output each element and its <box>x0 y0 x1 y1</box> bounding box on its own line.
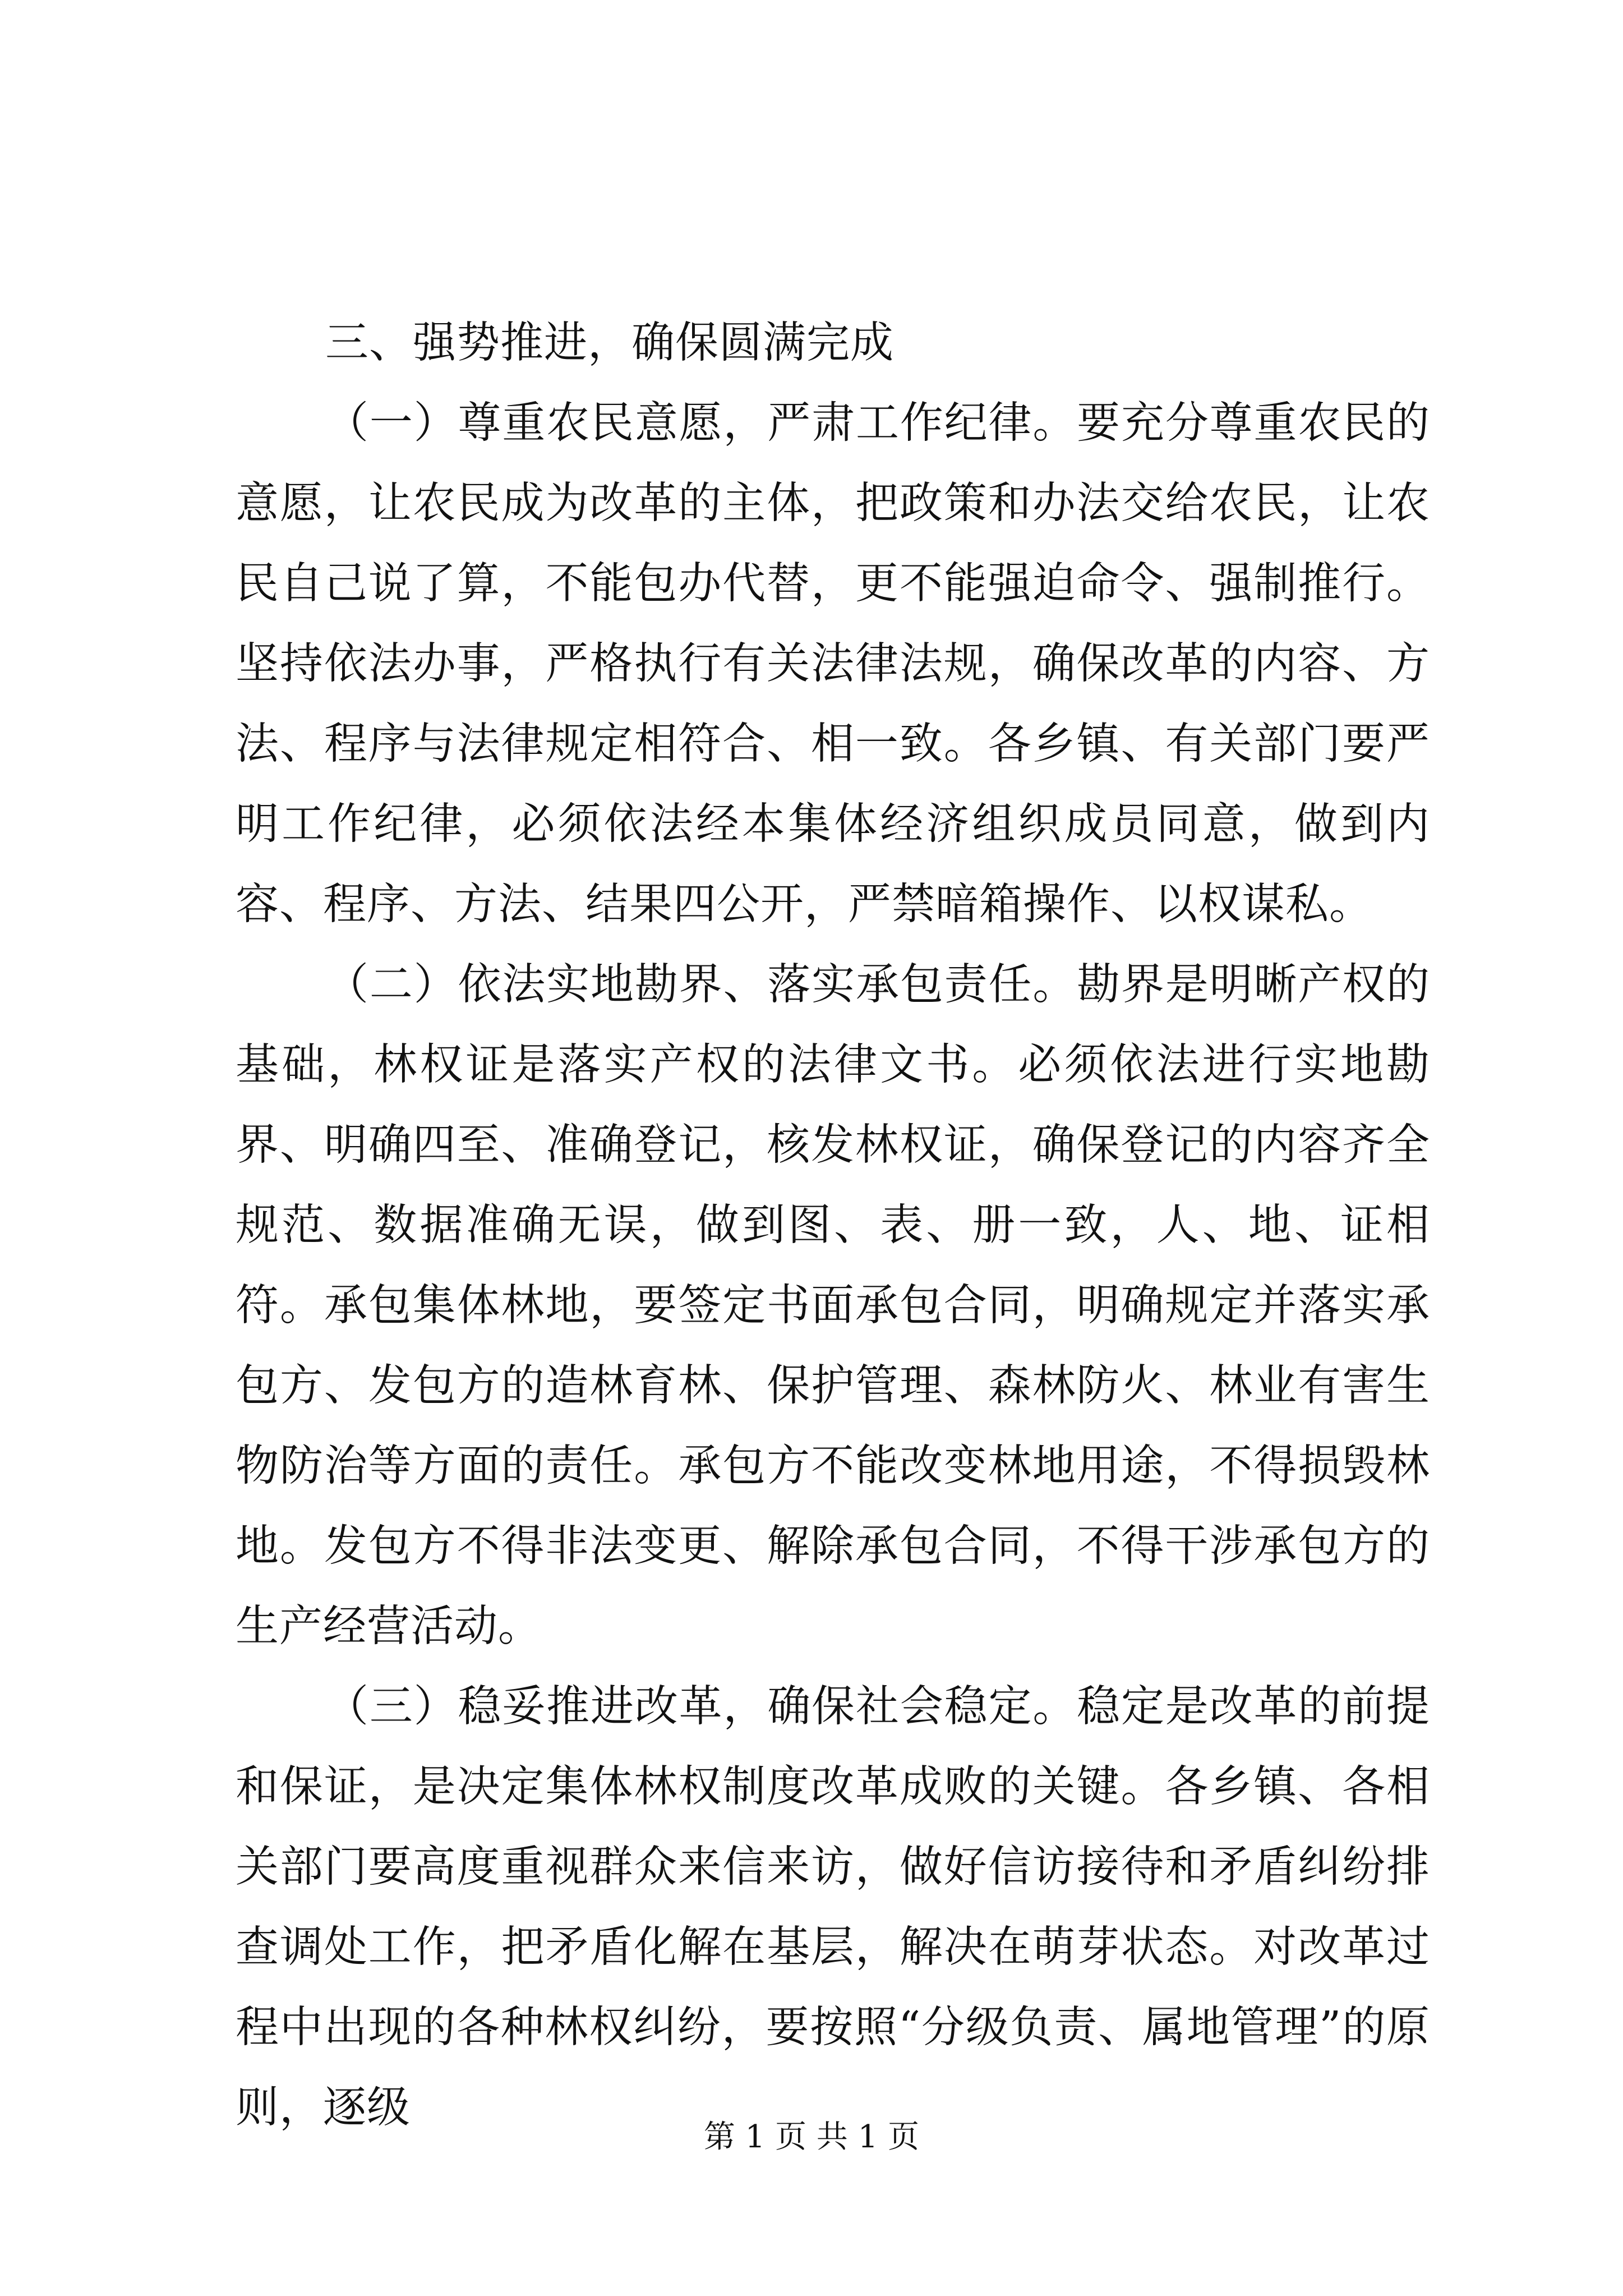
paragraph-1: （一）尊重农民意愿，严肃工作纪律。要充分尊重农民的意愿，让农民成为改革的主体，把政策和办法交给农民，让农民自己说了算，不能包办代替，更不能强迫命令、强制推行。坚持依法办事，严格执行有关法律法规，确保改革的内容、方法、程序与法律规定相符合、相一致。各乡镇、有关部门要严明工作纪律，必须依法经本集体经济组织成员同意，做到内容、程序、方法、结果四公开，严禁暗箱操作、以权谋私。 <box>236 398 1430 930</box>
section-heading: 三、强势推进，确保圆满完成 <box>325 318 894 368</box>
paragraph-3: （三）稳妥推进改革，确保社会稳定。稳定是改革的前提和保证，是决定集体林权制度改革成败的关键。各乡镇、各相关部门要高度重视群众来信来访，做好信访接待和矛盾纠纷排查调处工作，把矛盾化解在基层，解决在萌芽状态。对改革过程中出现的各种林权纠纷，要按照“分级负责、属地管理”的原则，逐级 <box>236 1682 1430 2133</box>
document-body <box>236 303 1430 2148</box>
paragraph-2: （二）依法实地勘界、落实承包责任。勘界是明晰产权的基础，林权证是落实产权的法律文书。必须依法进行实地勘界、明确四至、准确登记，核发林权证，确保登记的内容齐全规范、数据准确无误，做到图、表、册一致，人、地、证相符。承包集体林地，要签定书面承包合同，明确规定并落实承包方、发包方的造林育林、保护管理、森林防火、林业有害生物防治等方面的责任。承包方不能改变林地用途，不得损毁林地。发包方不得非法变更、解除承包合同，不得干涉承包方的生产经营活动。 <box>236 960 1430 1651</box>
page-footer: 第 1 页 共 1 页 <box>703 2119 920 2155</box>
